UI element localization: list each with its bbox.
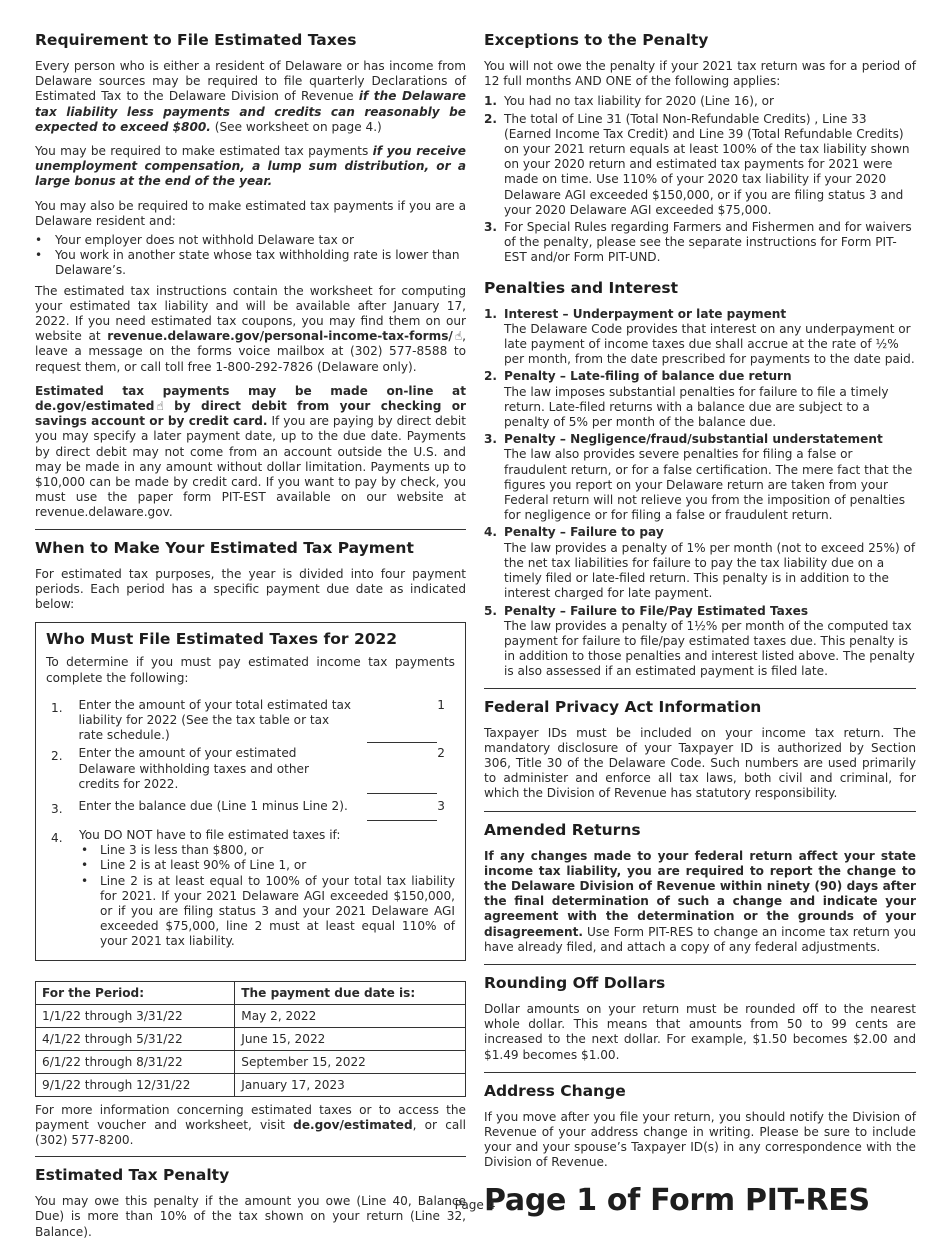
when-paragraph: For estimated tax purposes, the year is divided into four payment periods. Each period has a specific payment due date as indicated below:: [35, 566, 466, 612]
pointer-hand-icon: ☝: [454, 329, 463, 344]
req-paragraph-1: Every person who is either a resident of Delaware or has income from Delaware sources may be required to file quarterly Declarations of Estimated Tax to the Delaware Division of Revenue if the Delaware tax liability less payments and credits can reasonably be expected to exceed $800. (See worksheet on page 4.): [35, 59, 466, 134]
exceptions-intro: You will not owe the penalty if your 2021 tax return was for a period of 12 full months AND ONE of the following applies:: [484, 59, 916, 89]
list-item: • Line 2 is at least 90% of Line 1, or: [79, 858, 455, 873]
list-item: 1. Interest – Underpayment or late payment The Delaware Code provides that interest on any underpayment or late payment of income taxes due shall accrue at the rate of ½% per month, from the date prescribed for payments to the date paid.: [484, 306, 915, 367]
list-item: 5. Penalty – Failure to File/Pay Estimated Taxes The law provides a penalty of 1½% per month of the computed tax payment for failure to file/pay estimated taxes due. This penalty is in addition to those penalties and interest listed above. The penalty is also assessed if an estimated payment is filed late.: [484, 603, 915, 679]
form-page-heading: Page 1 of Form PIT-RES: [484, 1182, 870, 1218]
section-title-privacy: Federal Privacy Act Information: [484, 697, 762, 716]
section-title-amended: Amended Returns: [484, 820, 641, 839]
amended-paragraph: If any changes made to your federal return affect your state income tax liability, you are required to report the change to the Delaware Division of Revenue within ninety (90) days after the final determination of such a change and indicate your agreement with the determination or the grounds of your disagreement. Use Form PIT-RES to change an income tax return you have already filed, and attach a copy of any federal adjustments.: [484, 848, 916, 954]
list-item: 3. For Special Rules regarding Farmers and Fishermen and for waivers of the penalty, please see the separate instructions for Form PIT-EST and/or Form PIT-UND.: [484, 220, 912, 265]
req-paragraph-4: The estimated tax instructions contain the worksheet for computing your estimated tax liability and will be available after January 17, 2022. If you need estimated tax coupons, you may find them on our website at revenue.delaware.gov/personal-income-tax-forms/ ☝, leave a message on the forms voice mailbox at (302) 577-8588 to request them, or call toll free 1-800-292-7826 (Delaware only).: [35, 283, 466, 374]
worksheet-line-1: 1. Enter the amount of your total estimated tax liability for 2022 (See the tax table or tax rate schedule.) 1: [51, 697, 445, 743]
req-paragraph-5: Estimated tax payments may be made on-line at de.gov/estimated ☝ by direct debit from your checking or savings account or by credit card. If you are paying by direct debit you may specify a later payment date, up to the due date. Payments by direct debit may not come from an account outside the U.S. and may be made in any amount without dollar limitation. Payments up to $10,000 can be made by credit card. If you want to pay by check, you must use the paper form PIT-EST available on our website at revenue.delaware.gov.: [35, 383, 466, 520]
list-item: 4. Penalty – Failure to pay The law provides a penalty of 1% per month (not to exceed 25%) of the net tax liabilities for failure to pay the tax liability due on a timely filed or late-filed return. This penalty is in addition to the interest charged for late payment.: [484, 525, 916, 601]
exceptions-list: [484, 94, 916, 265]
divider: [484, 964, 916, 965]
table-row: 1/1/22 through 3/31/22 May 2, 2022: [36, 1004, 466, 1027]
page-number: Page 4: [454, 1198, 496, 1212]
left-column: [35, 30, 466, 1247]
penalty-paragraph: You may owe this penalty if the amount you owe (Line 40, Balance Due) is more than 10% of the tax shown on your return (Line 32, Balance).: [35, 1194, 466, 1239]
section-title-when: When to Make Your Estimated Tax Payment: [35, 538, 414, 557]
list-item: 2. Penalty – Late-filing of balance due return The law imposes substantial penalties for failure to file a timely return. Late-filed returns with a balance due are subject to a penalty of 5% per month of the balance due.: [484, 369, 889, 430]
pointer-hand-icon: ☝: [156, 399, 164, 414]
exemption-bullets: [79, 843, 455, 949]
worksheet-line-4: 4. You DO NOT have to file estimated taxes if: • Line 3 is less than $800, or • Line 2 is at least 90% of Line 1, or • Line 2 is at least equal to 100% of your total tax liability for 2021. If your 2021 Delaware AGI exceeded $150,000, or if you are filing status 3 and your 2021 Delaware AGI exceeded $75,000, line 2 must at least equal 110% of your 2021 tax liability.: [46, 828, 455, 950]
rounding-paragraph: Dollar amounts on your return must be rounded off to the nearest whole dollar. This means that amounts from 50 to 99 cents are increased to the next dollar. For example, $1.50 becomes $2.00 and $1.49 becomes $1.00.: [484, 1001, 916, 1062]
list-item: • Your employer does not withhold Delaware tax or: [35, 233, 466, 248]
worksheet-line-3: 3. Enter the balance due (Line 1 minus Line 2). 3: [46, 799, 455, 821]
divider: [484, 688, 916, 689]
list-item: • Line 2 is at least equal to 100% of your total tax liability for 2021. If your 2021 Delaware AGI exceeded $150,000, or if you are filing status 3 and your 2021 Delaware AGI exceeded $75,000, line 2 must at least equal 110% of your 2021 tax liability.: [79, 874, 455, 950]
list-item: • You work in another state whose tax withholding rate is lower than Delaware’s.: [35, 248, 466, 278]
table-row: 6/1/22 through 8/31/22 September 15, 2022: [36, 1050, 466, 1073]
box-intro: To determine if you must pay estimated income tax payments complete the following:: [46, 655, 455, 685]
table-row: 9/1/22 through 12/31/22 January 17, 2023: [36, 1073, 466, 1096]
divider: [35, 529, 466, 530]
list-item: 3. Penalty – Negligence/fraud/substantial understatement The law also provides severe penalties for filing a false or fraudulent return, or for a false certification. The mere fact that the figures you report on your Delaware return are taken from your Federal return will not relieve you from the imposition of penalties for negligence or for filing a false or fraudulent return.: [484, 432, 913, 523]
divider: [484, 811, 916, 812]
line-2-entry[interactable]: [367, 793, 438, 821]
table-header-row: For the Period: The payment due date is:: [36, 981, 466, 1004]
section-title-rounding: Rounding Off Dollars: [484, 973, 666, 992]
table-row: 4/1/22 through 5/31/22 June 15, 2022: [36, 1027, 466, 1050]
estimated-link[interactable]: Estimated tax payments may be made on-line at de.gov/estimated: [35, 383, 466, 414]
section-title-address: Address Change: [484, 1081, 626, 1100]
payment-schedule-table: [35, 981, 466, 1097]
worksheet-line-2: 2. Enter the amount of your estimated Delaware withholding taxes and other credits for 2022. 2: [46, 746, 455, 792]
section-title-requirement: Requirement to File Estimated Taxes: [35, 31, 357, 49]
privacy-paragraph: Taxpayer IDs must be included on your income tax return. The mandatory disclosure of your Taxpayer ID is authorized by Section 306, Title 30 of the Delaware Code. Such numbers are used primarily to administer and enforce all tax laws, both civil and criminal, for which the Division of Revenue has statutory responsibility.: [484, 725, 916, 801]
section-title-penalty: Estimated Tax Penalty: [35, 1166, 230, 1185]
line-1-entry[interactable]: [367, 742, 438, 743]
box-title: Who Must File Estimated Taxes for 2022: [46, 630, 398, 649]
right-column: [484, 30, 916, 1218]
address-paragraph: If you move after you file your return, you should notify the Division of Revenue of your address change in writing. Please be sure to include your and your spouse’s Taxpayer ID(s) in any correspondence with the Division of Revenue.: [484, 1109, 916, 1170]
divider: [35, 1156, 466, 1157]
list-item: • Line 3 is less than $800, or: [79, 843, 455, 858]
penalties-list: [484, 307, 916, 680]
more-info-paragraph: For more information concerning estimated taxes or to access the payment voucher and worksheet, visit de.gov/estimated, or call (302) 577-8200.: [35, 1102, 466, 1147]
list-item: 2. The total of Line 31 (Total Non-Refundable Credits) , Line 33 (Earned Income Tax Credit) and Line 39 (Total Refundable Credits) on your 2021 return equals at least 100% of the tax liability shown on your 2020 return and estimated tax payments for 2021 were made on time. Use 110% of your 2020 tax liability if your 2020 Delaware AGI exceeded $150,000, or if you are filing status 3 and your 2020 Delaware AGI exceeded $75,000.: [484, 111, 910, 217]
forms-link[interactable]: revenue.delaware.gov/personal-income-tax-forms/: [107, 329, 453, 344]
estimated-url-link[interactable]: de.gov/estimated: [293, 1117, 413, 1132]
req-bullets: [35, 233, 466, 279]
req-paragraph-3: You may also be required to make estimated tax payments if you are a Delaware resident and:: [35, 198, 466, 228]
req-paragraph-2: You may be required to make estimated tax payments if you receive unemployment compensation, a lump sum distribution, or a large bonus at the end of the year.: [35, 144, 466, 189]
who-must-file-box: [35, 622, 466, 960]
section-title-penalties: Penalties and Interest: [484, 278, 679, 297]
list-item: 1. You had no tax liability for 2020 (Line 16), or: [484, 94, 775, 109]
divider: [484, 1072, 916, 1073]
section-title-exceptions: Exceptions to the Penalty: [484, 31, 709, 49]
